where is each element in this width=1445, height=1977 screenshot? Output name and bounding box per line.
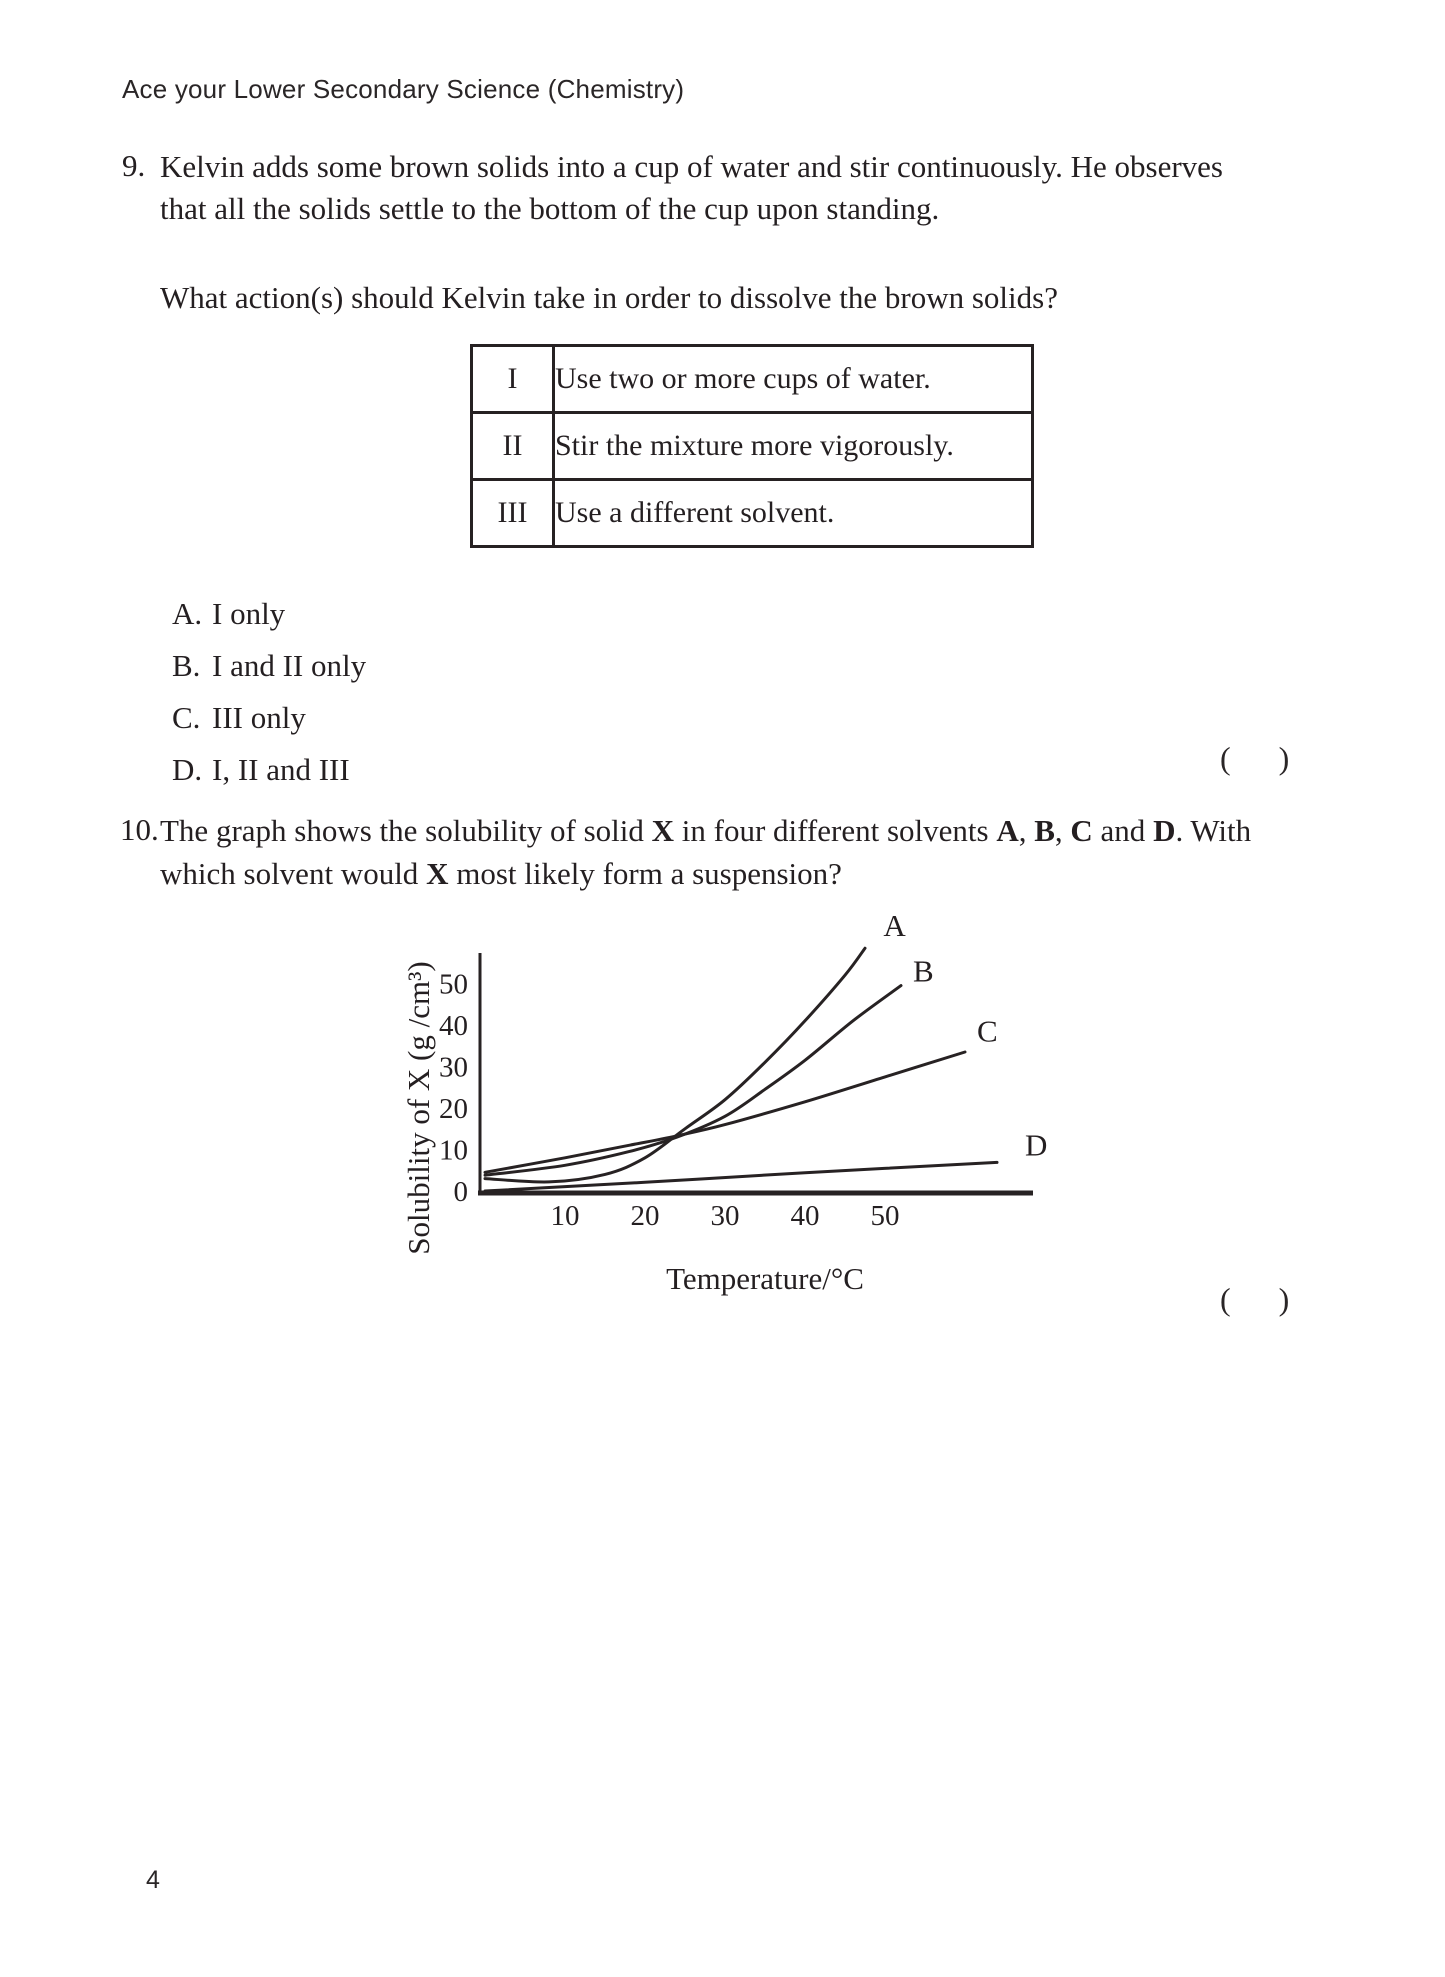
x-tick-label: 10 (550, 1200, 580, 1232)
question-9-number: 9. (122, 148, 146, 183)
option-a (172, 588, 366, 640)
statements-table (470, 344, 1034, 548)
x-tick-label: 20 (630, 1200, 660, 1232)
x-axis-title: Temperature/°C (666, 1261, 864, 1296)
y-tick-label: 20 (439, 1093, 468, 1125)
option-label: B. (172, 648, 201, 683)
text-run: most likely form a suspension? (448, 856, 842, 891)
curve-label-B: B (913, 953, 934, 989)
bold-term: D (1153, 813, 1176, 848)
option-label: A. (172, 596, 203, 631)
x-tick-label: 30 (710, 1200, 740, 1232)
text-run: , (1018, 813, 1035, 848)
option-label: C. (172, 700, 201, 735)
statement-text: Use a different solvent. (554, 480, 1033, 547)
statement-numeral: III (472, 480, 554, 547)
option-b (172, 640, 366, 692)
option-label: D. (172, 752, 203, 787)
option-text: I and II only (212, 648, 367, 683)
question-10-number: 10. (120, 812, 159, 847)
text-run: . With (1175, 813, 1252, 848)
question-9-stem-line-1: Kelvin adds some brown solids into a cup of water and stir continuously. He observes (160, 149, 1223, 184)
bold-term: X (651, 813, 675, 848)
y-tick-label: 40 (439, 1010, 468, 1042)
curve-C (485, 1052, 965, 1172)
bold-term: B (1034, 813, 1055, 848)
question-10-stem-line-2 (160, 853, 842, 895)
curve-label-D: D (1025, 1127, 1048, 1163)
question-9-prompt: What action(s) should Kelvin take in order to dissolve the brown solids? (160, 280, 1058, 315)
answer-blank-q9: ( ) (1220, 740, 1290, 776)
curve-label-A: A (883, 907, 906, 943)
option-c (172, 692, 366, 744)
answer-options-q9 (172, 588, 366, 796)
text-run: , (1054, 813, 1071, 848)
bold-term: A (996, 813, 1019, 848)
curve-A (485, 948, 865, 1182)
table-row (472, 346, 1033, 413)
y-tick-label: 0 (453, 1176, 468, 1208)
option-text: III only (212, 700, 306, 735)
chart-curves-and-ticks (439, 908, 1047, 1232)
statement-text: Use two or more cups of water. (554, 346, 1033, 413)
text-run: The graph shows the solubility of solid (160, 813, 652, 848)
statement-text: Stir the mixture more vigorously. (554, 413, 1033, 480)
answer-blank-q10: ( ) (1220, 1281, 1290, 1317)
option-text: I, II and III (212, 752, 350, 787)
statement-numeral: II (472, 413, 554, 480)
y-tick-label: 50 (439, 968, 468, 1001)
option-text: I only (212, 596, 286, 631)
statement-numeral: I (472, 346, 554, 413)
text-run: which solvent would (160, 856, 427, 891)
question-10-stem-line-1 (160, 810, 1251, 852)
question-9-stem-line-2: that all the solids settle to the bottom of the cup upon standing. (160, 191, 940, 226)
page-number: 4 (146, 1866, 160, 1894)
text-run: and (1092, 813, 1154, 848)
y-tick-label: 30 (439, 1051, 468, 1084)
option-d (172, 744, 366, 796)
y-tick-label: 10 (439, 1134, 468, 1167)
x-tick-label: 50 (870, 1200, 900, 1232)
text-run: in four different solvents (674, 813, 997, 848)
curve-label-C: C (977, 1013, 998, 1049)
x-tick-label: 40 (790, 1200, 820, 1232)
curve-B (485, 986, 901, 1176)
bold-term: X (426, 856, 449, 891)
table-row (472, 413, 1033, 480)
bold-term: C (1070, 813, 1093, 848)
page-header-title: Ace your Lower Secondary Science (Chemistry) (122, 74, 685, 104)
table-row (472, 480, 1033, 547)
y-axis-title: Solubility of X (g /cm³) (401, 961, 436, 1255)
solubility-graph (365, 903, 1065, 1333)
